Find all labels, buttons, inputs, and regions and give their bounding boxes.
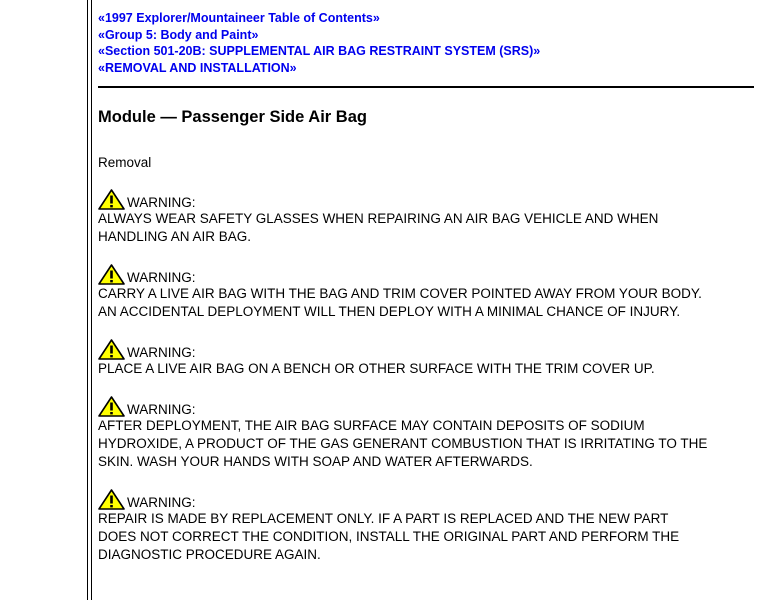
warnings-list	[98, 188, 754, 564]
warning-text-line: CARRY A LIVE AIR BAG WITH THE BAG AND TRIM COVER POINTED AWAY FROM YOUR BODY.	[98, 286, 702, 301]
warning-text-line: SKIN. WASH YOUR HANDS WITH SOAP AND WATER AFTERWARDS.	[98, 454, 533, 469]
document-content	[98, 10, 754, 564]
warning-header	[98, 263, 754, 285]
warning-triangle-icon	[98, 489, 125, 510]
warning-label: WARNING:	[127, 270, 196, 285]
warning-text-line: HYDROXIDE, A PRODUCT OF THE GAS GENERANT COMBUSTION THAT IS IRRITATING TO THE	[98, 436, 708, 451]
warning-block	[98, 488, 754, 564]
breadcrumb	[98, 10, 754, 76]
warning-text-line: HANDLING AN AIR BAG.	[98, 229, 252, 244]
warning-triangle-icon	[98, 339, 125, 360]
warning-block	[98, 188, 754, 246]
warning-triangle-icon	[98, 264, 125, 285]
warning-label: WARNING:	[127, 495, 196, 510]
warning-label: WARNING:	[127, 195, 196, 210]
warning-text	[98, 210, 754, 246]
warning-text-line: DOES NOT CORRECT THE CONDITION, INSTALL THE ORIGINAL PART AND PERFORM THE	[98, 529, 680, 544]
horizontal-rule	[98, 86, 754, 88]
breadcrumb-link-removal-installation[interactable]: «REMOVAL AND INSTALLATION»	[98, 60, 297, 75]
warning-text-line: DIAGNOSTIC PROCEDURE AGAIN.	[98, 547, 321, 562]
page-title: Module — Passenger Side Air Bag	[98, 108, 367, 126]
breadcrumb-link-group[interactable]: «Group 5: Body and Paint»	[98, 27, 259, 42]
warning-text-line: AN ACCIDENTAL DEPLOYMENT WILL THEN DEPLOY WITH A MINIMAL CHANCE OF INJURY.	[98, 304, 681, 319]
warning-block	[98, 395, 754, 471]
warning-text-line: PLACE A LIVE AIR BAG ON A BENCH OR OTHER SURFACE WITH THE TRIM COVER UP.	[98, 361, 655, 376]
left-frame-border-inner	[91, 0, 92, 600]
warning-triangle-icon	[98, 396, 125, 417]
warning-block	[98, 338, 754, 378]
warning-text	[98, 510, 754, 564]
warning-header	[98, 395, 754, 417]
warning-text	[98, 360, 754, 378]
warning-label: WARNING:	[127, 345, 196, 360]
warning-text-line: AFTER DEPLOYMENT, THE AIR BAG SURFACE MAY CONTAIN DEPOSITS OF SODIUM	[98, 418, 645, 433]
warning-label: WARNING:	[127, 402, 196, 417]
warning-block	[98, 263, 754, 321]
warning-header	[98, 188, 754, 210]
warning-text	[98, 285, 754, 321]
left-frame-border	[87, 0, 88, 600]
warning-header	[98, 488, 754, 510]
warning-text	[98, 417, 754, 471]
warning-text-line: REPAIR IS MADE BY REPLACEMENT ONLY. IF A PART IS REPLACED AND THE NEW PART	[98, 511, 669, 526]
warning-header	[98, 338, 754, 360]
section-heading-removal: Removal	[98, 155, 152, 170]
warning-text-line: ALWAYS WEAR SAFETY GLASSES WHEN REPAIRING AN AIR BAG VEHICLE AND WHEN	[98, 211, 659, 226]
breadcrumb-link-table-of-contents[interactable]: «1997 Explorer/Mountaineer Table of Contents»	[98, 11, 380, 25]
breadcrumb-link-section[interactable]: «Section 501-20B: SUPPLEMENTAL AIR BAG RESTRAINT SYSTEM (SRS)»	[98, 44, 541, 58]
warning-triangle-icon	[98, 189, 125, 210]
